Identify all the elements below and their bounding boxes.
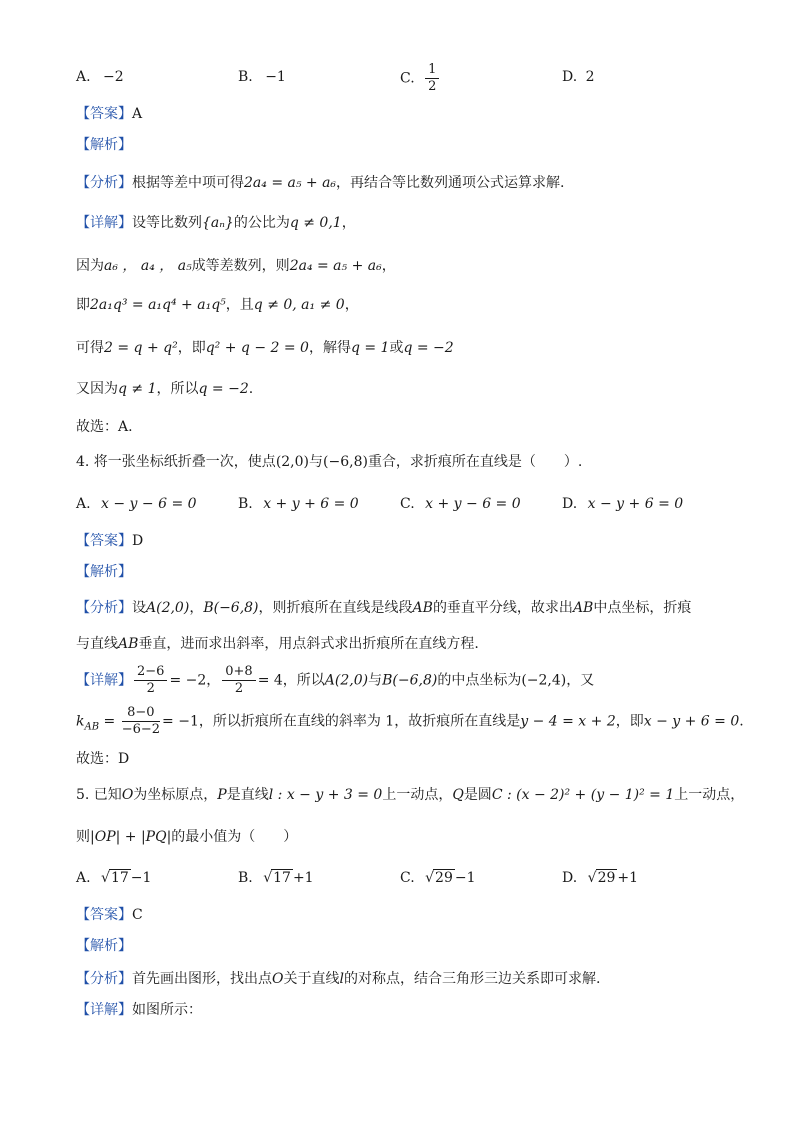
q3-answer: 【答案】A — [76, 106, 143, 122]
fraction: $\frac{2-6}{2}$ — [134, 664, 167, 697]
q3-option-d: D. 2 — [562, 69, 595, 85]
q4-answer: 【答案】D — [76, 533, 144, 549]
q4-detail-2: $k_{AB}$ = $\frac{8-0}{-6-2}$ = −1，所以折痕所在直线的斜率为 1，故折痕所在直线是y − 4 = x + 2，即x − y + 6 = 0. — [76, 705, 744, 737]
fraction: $\frac{1}{2}$ — [425, 62, 439, 95]
q3-option-c: C. $\frac{1}{2}$ — [400, 62, 441, 95]
q3-fenxi: 【分析】根据等差中项可得2a₄ = a₅ + a₆，再结合等比数列通项公式运算求解. — [76, 175, 565, 191]
fraction: $\frac{0+8}{2}$ — [222, 664, 255, 697]
q3-analysis-heading: 【解析】 — [76, 137, 132, 153]
q5-option-b: B. √17 +1 — [238, 870, 314, 886]
q5-option-a: A. √17 −1 — [76, 870, 152, 886]
q5-option-d: D. √29 +1 — [562, 870, 639, 886]
q4-fenxi-1: 【分析】设A(2,0)，B(−6,8)，则折痕所在直线是线段AB的垂直平分线，故求出AB中点坐标，折痕 — [76, 600, 692, 616]
q3-option-a: A. −2 — [76, 69, 124, 85]
q4-option-a: A. x − y − 6 = 0 — [76, 496, 197, 512]
q4-option-b: B. x + y + 6 = 0 — [238, 496, 359, 512]
q3-detail-2: 因为a₆ ， a₄ ， a₅成等差数列，则2a₄ = a₅ + a₆， — [76, 258, 396, 274]
q3-choice: 故选：A. — [76, 419, 133, 435]
q4-analysis-heading: 【解析】 — [76, 564, 132, 580]
fraction: $\frac{8-0}{-6-2}$ — [121, 705, 161, 737]
q5-stem-1: 5. 已知O为坐标原点，P是直线l : x − y + 3 = 0上一动点，Q是圆C : (x − 2)² + (y − 1)² = 1上一动点， — [76, 787, 745, 803]
q5-stem-2: 则|OP| + |PQ|的最小值为（ ） — [76, 829, 298, 845]
q3-detail-4: 可得2 = q + q²，即q² + q − 2 = 0，解得q = 1或q = −2 — [76, 340, 454, 356]
q3-detail-5: 又因为q ≠ 1，所以q = −2. — [76, 381, 254, 397]
q5-fenxi: 【分析】首先画出图形，找出点O关于直线l的对称点，结合三角形三边关系即可求解. — [76, 971, 601, 987]
q5-answer: 【答案】C — [76, 907, 143, 923]
q4-option-d: D. x − y + 6 = 0 — [562, 496, 684, 512]
q3-detail-3: 即2a₁q³ = a₁q⁴ + a₁q⁵，且q ≠ 0, a₁ ≠ 0， — [76, 297, 359, 313]
q4-stem: 4. 将一张坐标纸折叠一次，使点(2,0)与(−6,8)重合，求折痕所在直线是（ ）. — [76, 454, 583, 470]
q3-option-b: B. −1 — [238, 69, 286, 85]
q4-fenxi-2: 与直线AB垂直，进而求出斜率，用点斜式求出折痕所在直线方程. — [76, 636, 479, 652]
q4-choice: 故选：D — [76, 751, 130, 767]
q3-detail-1: 【详解】设等比数列{aₙ}的公比为q ≠ 0,1， — [76, 215, 356, 231]
q5-detail: 【详解】如图所示： — [76, 1002, 202, 1018]
q5-option-c: C. √29 −1 — [400, 870, 476, 886]
q5-analysis-heading: 【解析】 — [76, 938, 132, 954]
q4-detail-1: 【详解】 $\frac{2-6}{2}$ = −2， $\frac{0+8}{2}$ = 4，所以A(2,0)与B(−6,8)的中点坐标为(−2,4)，又 — [76, 664, 595, 696]
q4-option-c: C. x + y − 6 = 0 — [400, 496, 521, 512]
